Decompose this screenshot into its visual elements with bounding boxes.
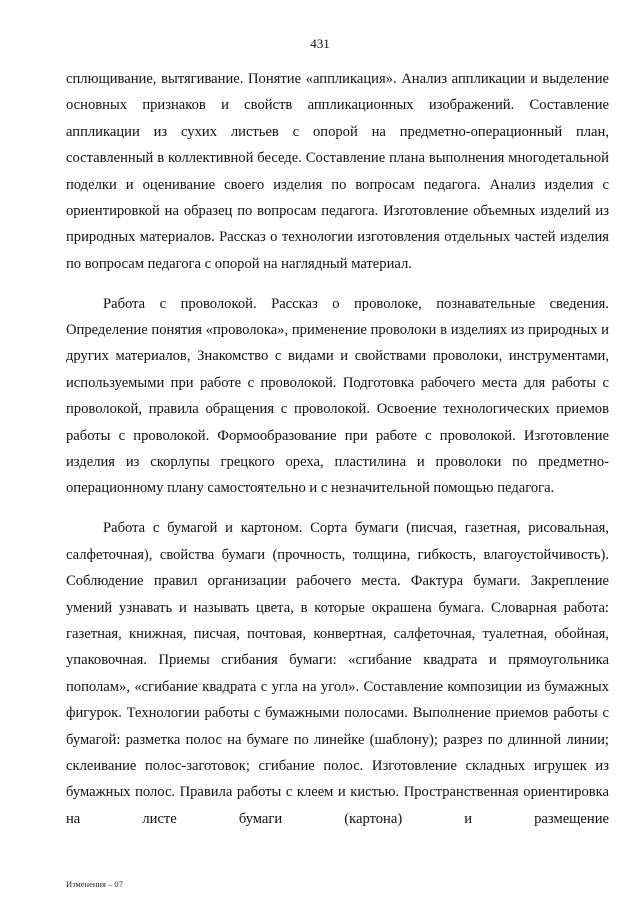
paragraph-applique: сплющивание, вытягивание. Понятие «аппликация». Анализ аппликации и выделение основных признаков и свойств аппликационных изображений. Составление аппликации из сухих листьев с опорой на предметно-операционный план, составленный в коллективной беседе. Составление плана выполнения многодетальной поделки и оценивание своего изделия по вопросам педагога. Анализ изделия с ориентировкой на образец по вопросам педагога. Изготовление объемных изделий из природных материалов. Рассказ о технологии изготовления отдельных частей изделия по вопросам педагога с опорой на наглядный материал. — [66, 71, 609, 272]
footer-revision-note: Изменения – 07 — [66, 879, 123, 889]
body-text — [66, 66, 609, 832]
paragraph-wire-work: Работа с проволокой. Рассказ о проволоке, познавательные сведения. Определение понятия «проволока», применение проволоки в изделиях из природных и других материалов, Знакомство с видами и свойствами проволоки, инструментами, используемыми при работе с проволокой. Подготовка рабочего места для работы с проволокой, правила обращения с проволокой. Освоение технологических приемов работы с проволокой. Формообразование при работе с проволокой. Изготовление изделия из скорлупы грецкого ореха, пластилина и проволоки по предметно-операционному плану самостоятельно и с незначительной помощью педагога. — [66, 295, 609, 497]
paragraph-paper-work: Работа с бумагой и картоном. Сорта бумаги (писчая, газетная, рисовальная, салфеточная), свойства бумаги (прочность, толщина, гибкость, влагоустойчивость). Соблюдение правил организации рабочего места. Фактура бумаги. Закрепление умений узнавать и называть цвета, в которые окрашена бумага. Словарная работа: газетная, книжная, писчая, почтовая, конвертная, салфеточная, туалетная, обойная, упаковочная. Приемы сгибания бумаги: «сгибание квадрата и прямоугольника пополам», «сгибание квадрата с угла на угол». Составление композиции из бумажных фигурок. Технологии работы с бумажными полосами. Выполнение приемов работы с бумагой: разметка полос на бумаге по линейке (шаблону); разрез по длинной линии; склеивание полос-заготовок; сгибание полос. Изготовление складных игрушек из бумажных полос. Правила работы с клеем и кистью. Пространственная ориентировка на листе бумаги (картона) и размещение — [66, 520, 609, 827]
page-number: 431 — [310, 36, 330, 51]
